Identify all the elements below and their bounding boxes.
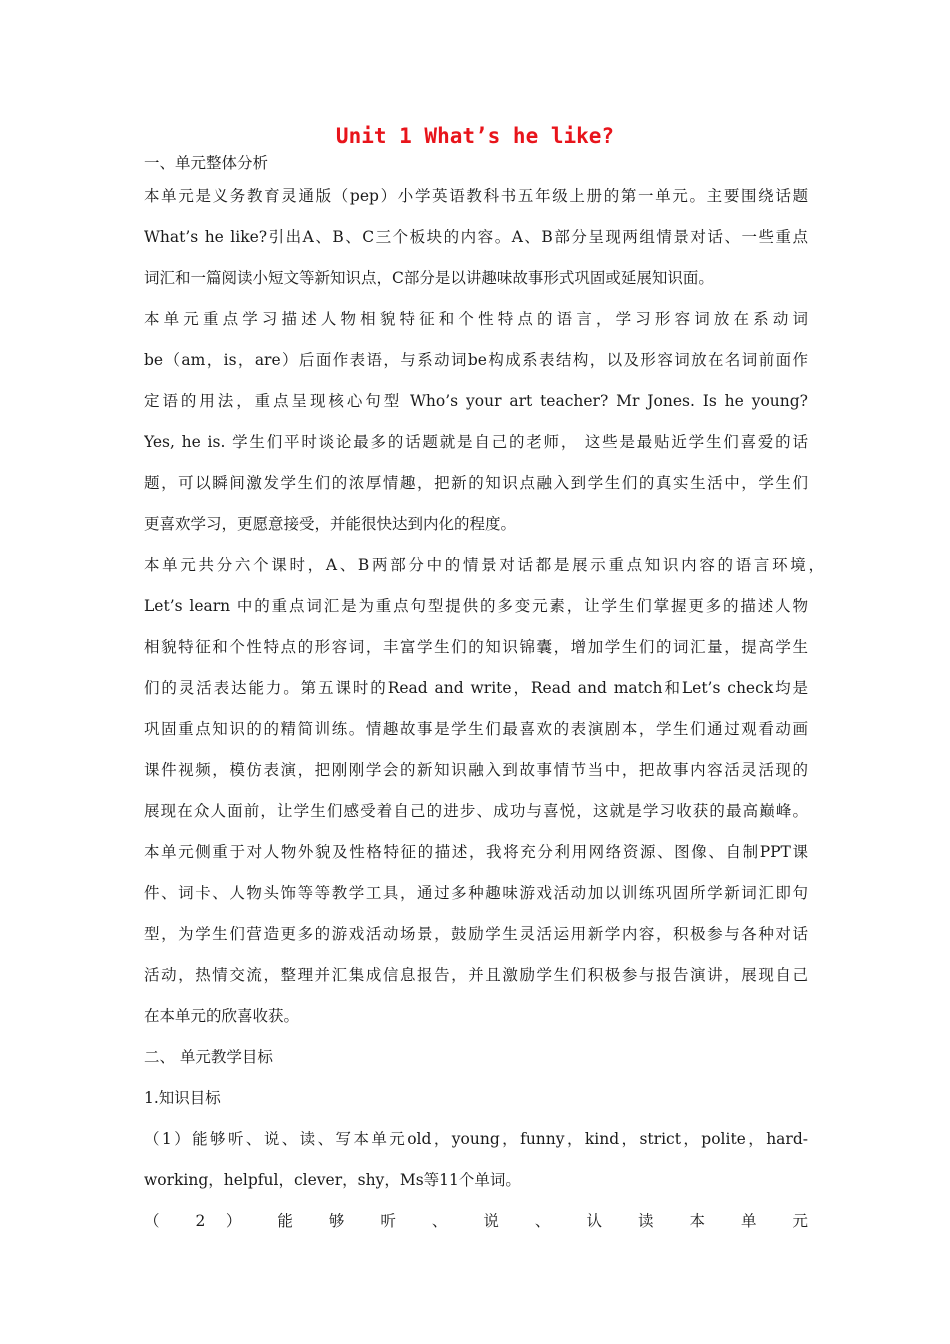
document-title: Unit 1 What’s he like? <box>335 124 615 148</box>
section-heading-objectives: 二、 单元教学目标 <box>144 1048 273 1066</box>
paragraph-line: 词汇和一篇阅读小短文等新知识点，C部分是以讲趣味故事形式巩固或延展知识面。 <box>144 269 714 287</box>
paragraph-line: 活动，热情交流，整理并汇集成信息报告，并且激励学生们积极参与报告演讲，展现自己 <box>144 966 808 984</box>
paragraph-line: 展现在众人面前，让学生们感受着自己的进步、成功与喜悦，这就是学习收获的最高巅峰。 <box>144 802 808 820</box>
section-heading-analysis: 一、单元整体分析 <box>144 154 269 172</box>
paragraph-line: Yes, he is. 学生们平时谈论最多的话题就是自己的老师， 这些是最贴近学生们喜爱的话 <box>144 433 808 451</box>
paragraph-line: Let’s learn 中的重点词汇是为重点句型提供的多变元素，让学生们掌握更多的描述人物 <box>144 597 808 615</box>
paragraph-line: 本单元是义务教育灵通版（pep）小学英语教科书五年级上册的第一单元。主要围绕话题 <box>144 187 808 205</box>
document-body <box>144 150 824 1242</box>
paragraph-line: 巩固重点知识的的精简训练。情趣故事是学生们最喜欢的表演剧本，学生们通过观看动画 <box>144 720 808 738</box>
paragraph-line: What’s he like?引出A、B、C三个板块的内容。A、B部分呈现两组情景对话、一些重点 <box>144 228 808 246</box>
paragraph-line: （ 2 ） 能 够 听 、 说 、 认 读 本 单 元 <box>144 1212 808 1230</box>
paragraph-line: 在本单元的欣喜收获。 <box>144 1007 300 1025</box>
paragraph-line: （1）能够听、说、读、写本单元old，young，funny，kind，strict，polite，hard- <box>144 1130 808 1148</box>
paragraph-line: 本单元侧重于对人物外貌及性格特征的描述，我将充分利用网络资源、图像、自制PPT课 <box>144 843 808 861</box>
paragraph-line: 们的灵活表达能力。第五课时的Read and write，Read and match和Let’s check均是 <box>144 679 808 697</box>
paragraph-line: 本单元重点学习描述人物相貌特征和个性特点的语言，学习形容词放在系动词 <box>144 310 808 328</box>
paragraph-line: 课件视频，模仿表演，把刚刚学会的新知识融入到故事情节当中，把故事内容活灵活现的 <box>144 761 808 779</box>
paragraph-line: 本单元共分六个课时，A、B两部分中的情景对话都是展示重点知识内容的语言环境， <box>144 556 824 574</box>
paragraph-line: working，helpful，clever，shy，Ms等11个单词。 <box>144 1171 521 1189</box>
paragraph-line: be（am，is，are）后面作表语，与系动词be构成系表结构，以及形容词放在名词前面作 <box>144 351 808 369</box>
paragraph-line: 更喜欢学习，更愿意接受，并能很快达到内化的程度。 <box>144 515 517 533</box>
paragraph-line: 型，为学生们营造更多的游戏活动场景，鼓励学生灵活运用新学内容，积极参与各种对话 <box>144 925 808 943</box>
paragraph-line: 题，可以瞬间激发学生们的浓厚情趣，把新的知识点融入到学生们的真实生活中，学生们 <box>144 474 808 492</box>
paragraph-line: 件、词卡、人物头饰等等教学工具，通过多种趣味游戏活动加以训练巩固所学新词汇即句 <box>144 884 808 902</box>
subheading-knowledge: 1.知识目标 <box>144 1089 221 1107</box>
paragraph-line: 定语的用法，重点呈现核心句型 Who’s your art teacher? Mr Jones. Is he young? <box>144 392 808 410</box>
paragraph-line: 相貌特征和个性特点的形容词，丰富学生们的知识锦囊，增加学生们的词汇量，提高学生 <box>144 638 808 656</box>
